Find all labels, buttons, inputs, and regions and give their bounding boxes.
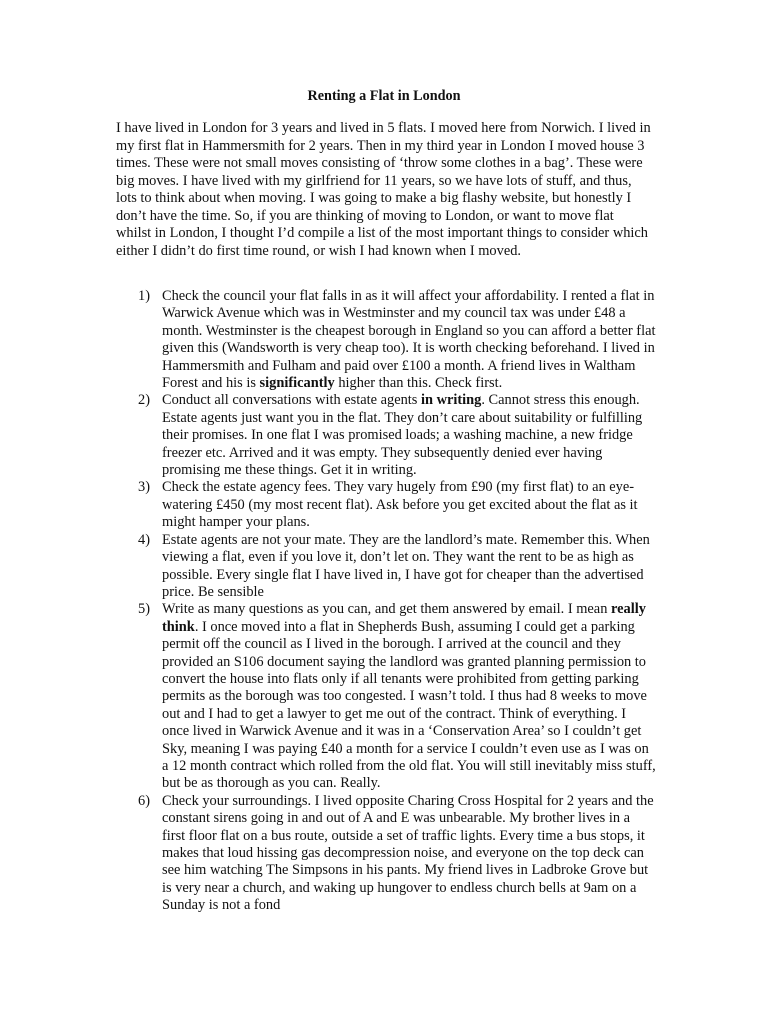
list-item-number: 4) xyxy=(138,531,150,548)
list-item-text-part: Check the council your flat falls in as it will affect your affordability. I rented a flat in Warwick Avenue which was in Westminster and my council tax was under £48 a month. Westminster is the cheapest borough in England so you can afford a better flat given this (Wandsworth is very cheap too). It is worth checking beforehand. I lived in Hammersmith and Fulham and paid over £100 a month. A friend lives in Waltham Forest and his is xyxy=(162,288,656,392)
list-item-text-part: . I once moved into a flat in Shepherds Bush, assuming I could get a parking permit off the council as I lived in the borough. I arrived at the council and they provided an S106 document saying the landlord was granted planning permission to convert the house into flats only if all tenants were prohibited from getting parking permits as the borough was too congested. I wasn’t told. I thus had 8 weeks to move out and I had to get a lawyer to get me out of the contract. Think of everything. I once lived in Warwick Avenue and it was in a ‘Conservation Area’ so I couldn’t get Sky, meaning I was paying £40 a month for a service I couldn’t even use as I was on a 12 month contract which rolled from the old flat. You will still inevitably miss stuff, but be as thorough as you can. Really. xyxy=(162,618,656,792)
intro-paragraph: I have lived in London for 3 years and lived in 5 flats. I moved here from Norwich. I lived in my first flat in Hammersmith for 2 years. Then in my third year in London I moved house 3 times. These were not small moves consisting of ‘throw some clothes in a bag’. These were big moves. I have lived with my girlfriend for 11 years, so we have lots of stuff, and thus, lots to think about when moving. I was going to make a big flashy website, but honestly I don’t have the time. So, if you are thinking of moving to London, or want to move flat whilst in London, I thought I’d compile a list of the most important things to consider which either I didn’t do first time round, or wish I had known when I moved. xyxy=(116,120,651,259)
list-item-text xyxy=(162,392,642,478)
list-item-emphasis: really think xyxy=(162,601,646,635)
list-item-text-part: Estate agents are not your mate. They are the landlord’s mate. Remember this. When viewing a flat, even if you love it, don’t let on. They want the rent to be as high as possible. Every single flat I have lived in, I have got for cheaper than the advertised price. Be sensible xyxy=(162,531,650,600)
list-item-text-part: Check the estate agency fees. They vary hugely from £90 (my first flat) to an eye-watering £450 (my most recent flat). Ask before you get excited about the flat as it might hamper your plans. xyxy=(162,479,638,531)
list-item-text-part: higher than this. Check first. xyxy=(334,375,503,392)
list-item xyxy=(116,479,656,531)
list-item xyxy=(116,601,656,792)
list-item-text-part: . Cannot stress this enough. Estate agents just want you in the flat. They don’t care about suitability or fulfilling their promises. In one flat I was promised loads; a washing machine, a new fridge freezer etc. Arrived and it was empty. They subsequently denied ever having promising me these things. Get it in writing. xyxy=(162,392,643,479)
list-item-number: 2) xyxy=(138,392,150,409)
list-item xyxy=(116,793,656,915)
list-item-emphasis: in writing xyxy=(420,392,482,409)
list-item-number: 3) xyxy=(138,479,150,496)
list-item-text xyxy=(162,601,656,791)
list-item xyxy=(116,392,656,479)
list-item xyxy=(116,532,656,602)
list-item-text xyxy=(162,793,654,913)
list-item-text-part: Write as many questions as you can, and get them answered by email. I mean xyxy=(162,601,611,618)
document-title: Renting a Flat in London xyxy=(307,88,461,104)
list-item-emphasis: significantly xyxy=(259,375,335,392)
list-item-text xyxy=(162,288,655,391)
list-item xyxy=(116,288,656,392)
list-item-text xyxy=(162,532,650,600)
list-item-text-part: Check your surroundings. I lived opposite Charing Cross Hospital for 2 years and the constant sirens going in and out of A and E was unbearable. My brother lives in a first floor flat on a bus route, outside a set of traffic lights. Every time a bus stops, it makes that loud hissing gas decompression noise, and everyone on the top deck can see him watching The Simpsons in his pants. My friend lives in Ladbroke Grove but is very near a church, and waking up hungover to endless church bells at 9am on a Sunday is not a fond xyxy=(162,792,654,914)
list-item-number: 6) xyxy=(138,792,150,809)
list-item-number: 1) xyxy=(138,288,150,304)
list-item-text-part: Conduct all conversations with estate agents xyxy=(162,392,421,409)
list-item-number: 5) xyxy=(138,601,150,618)
list-item-text xyxy=(162,479,638,530)
numbered-list xyxy=(116,288,656,915)
